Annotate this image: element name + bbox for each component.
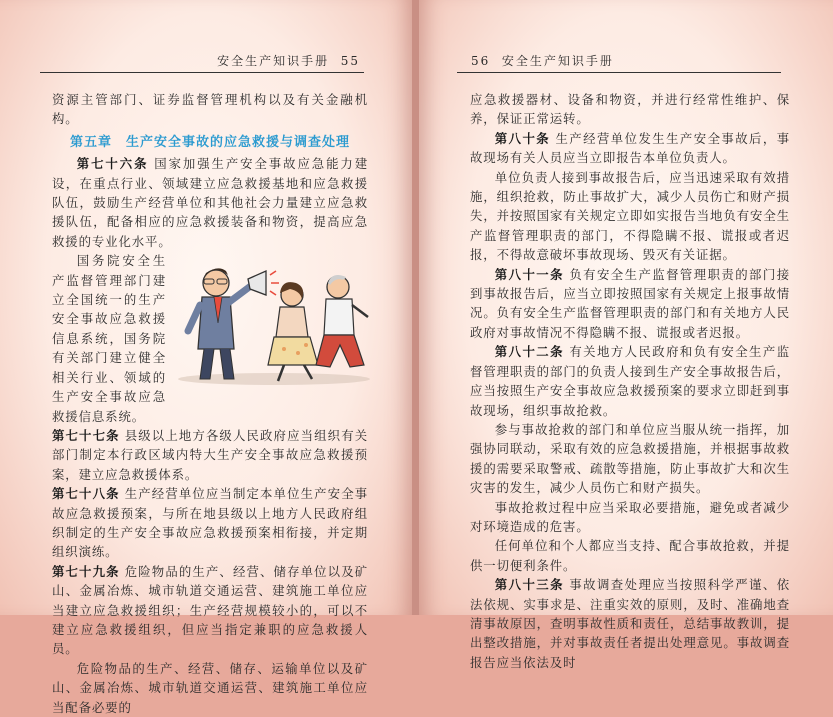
article-text: 有关地方人民政府和负有安全生产监督管理职责的部门的负责人接到生产安全事故报告后，应当按照生产安全事故应急救援预案的要求立即赶到事故现场，组织事故抢救。 xyxy=(470,344,790,418)
left-page xyxy=(0,0,412,715)
article-text: 危险物品的生产、经营、储存单位以及矿山、金属冶炼、城市轨道交通运营、建筑施工单位应当建立应急救援组织；生产经营规模较小的，可以不建立应急救援组织，但应当指定兼职的应急救援人员。 xyxy=(52,563,369,657)
article-80 xyxy=(470,129,790,168)
article-text: 生产经营单位发生生产安全事故后，事故现场有关人员应当立即报告本单位负责人。 xyxy=(470,130,790,166)
article-81 xyxy=(470,265,790,343)
header-rule xyxy=(457,72,781,73)
left-page-body xyxy=(52,90,368,717)
paragraph: 任何单位和个人都应当支持、配合事故抢救，并提供一切便利条件。 xyxy=(470,538,790,573)
paragraph: 国务院安全生产监督管理部门建立全国统一的生产安全事故应急救援信息系统，国务院有关部门建立健全相关行业、领域的生产安全事故应急救援信息系统。 xyxy=(52,253,166,424)
article-text: 县级以上地方各级人民政府应当组织有关部门制定本行政区域内特大生产安全事故应急救援预案，建立应急救援体系。 xyxy=(52,427,369,482)
article-label: 第七十八条 xyxy=(52,486,120,502)
article-label: 第八十二条 xyxy=(494,344,564,360)
article-76 xyxy=(52,154,368,251)
book-gutter xyxy=(412,0,419,615)
header-rule xyxy=(40,72,364,73)
chapter-heading: 第五章 生产安全事故的应急救援与调查处理 xyxy=(69,134,350,150)
running-head-left xyxy=(217,52,360,69)
article-79 xyxy=(52,562,368,659)
evacuation-illustration xyxy=(174,253,374,387)
page-number: 55 xyxy=(340,54,360,68)
article-label: 第七十九条 xyxy=(52,563,120,579)
right-page-body xyxy=(470,90,790,672)
paragraph: 应急救援器材、设备和物资，并进行经常性维护、保养，保证正常运转。 xyxy=(470,92,790,127)
article-label: 第八十条 xyxy=(494,130,551,146)
man-with-megaphone-figure xyxy=(188,269,279,380)
article-text: 国家加强生产安全事故应急能力建设，在重点行业、领域建立应急救援基地和应急救援队伍，鼓励生产经营单位和其他社会力量建立应急救援队伍，配备相应的应急救援装备和物资，提高应急救援的专业化水平。 xyxy=(52,156,369,249)
page-number: 56 xyxy=(471,54,491,68)
article-label: 第七十七条 xyxy=(52,427,120,443)
article-label: 第八十一条 xyxy=(494,266,564,282)
article-label: 第八十三条 xyxy=(494,577,564,593)
article-label: 第七十六条 xyxy=(76,156,149,172)
paragraph: 危险物品的生产、经营、储存、运输单位以及矿山、金属冶炼、城市轨道交通运营、建筑施工单位应当配备必要的 xyxy=(52,660,368,715)
paragraph: 资源主管部门、证券监督管理机构以及有关金融机构。 xyxy=(52,92,368,127)
woman-running-figure xyxy=(268,282,318,381)
article-text: 事故调查处理应当按照科学严谨、依法依规、实事求是、注重实效的原则，及时、准确地查清事故原因，查明事故性质和责任，总结事故教训，提出整改措施，并对事故责任者提出处理意见。事故调查报告应当依法及时 xyxy=(470,577,790,670)
paragraph: 单位负责人接到事故报告后，应当迅速采取有效措施，组织抢救，防止事故扩大，减少人员伤亡和财产损失，并按照国家有关规定立即如实报告当地负有安全生产监督管理职责的部门，不得隐瞒不报、谎报或者迟报，不得故意破坏事故现场、毁灭有关证据。 xyxy=(470,169,790,263)
article-text: 生产经营单位应当制定本单位生产安全事故应急救援预案，与所在地县级以上地方人民政府组织制定的生产安全事故应急救援预案相衔接，并定期组织演练。 xyxy=(52,486,369,560)
article-78 xyxy=(52,484,368,562)
running-head-title: 安全生产知识手册 xyxy=(217,54,330,68)
paragraph: 参与事故抢救的部门和单位应当服从统一指挥，加强协同联动，采取有效的应急救援措施，并根据事故救援的需要采取警戒、疏散等措施，防止事故扩大和次生灾害的发生，减少人员伤亡和财产损失。 xyxy=(470,421,790,496)
man-running-figure xyxy=(316,275,368,367)
running-head-title: 安全生产知识手册 xyxy=(501,54,614,68)
article-82 xyxy=(470,342,790,420)
paragraph: 事故抢救过程中应当采取必要措施，避免或者减少对环境造成的危害。 xyxy=(470,499,790,534)
article-83 xyxy=(470,575,790,672)
article-text: 负有安全生产监督管理职责的部门接到事故报告后，应当立即按照国家有关规定上报事故情况。负有安全生产监督管理职责的部门和有关地方人民政府对事故情况不得隐瞒不报、谎报或者迟报。 xyxy=(470,266,790,340)
paragraph xyxy=(52,426,368,484)
running-head-right xyxy=(471,52,614,69)
